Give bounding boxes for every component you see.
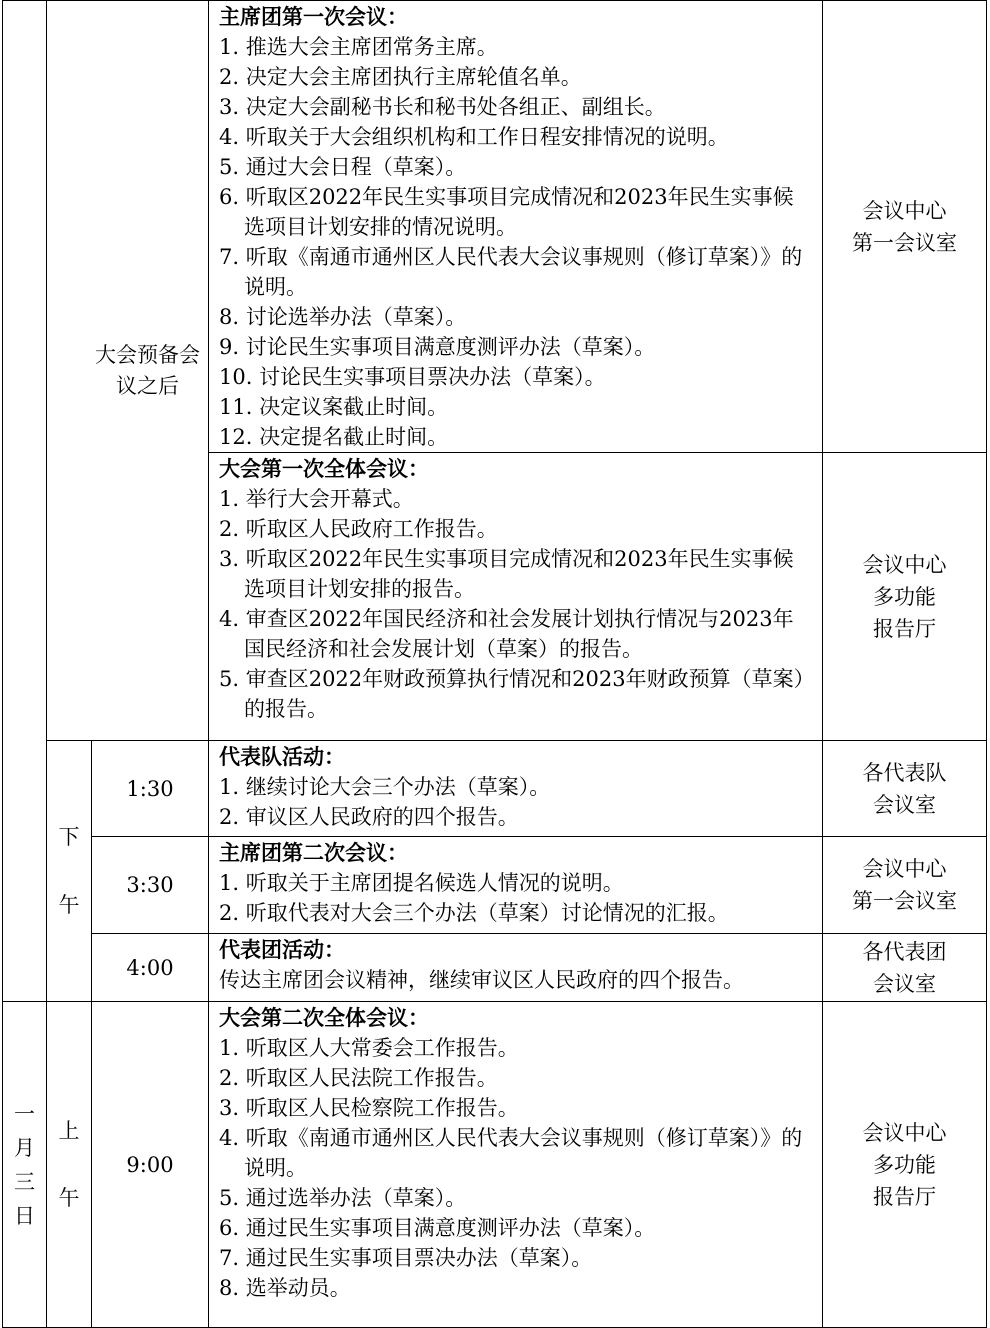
session-title: 大会第二次全体会议： (219, 1005, 429, 1030)
location-cell (823, 741, 987, 837)
agenda-item: 6. 通过民生实事项目满意度测评办法（草案）。 (219, 1216, 656, 1240)
agenda-item: 2. 听取区人民政府工作报告。 (219, 517, 498, 541)
afternoon-char: 午 (58, 893, 80, 917)
morning-char: 午 (58, 1185, 80, 1210)
agenda-item: 3. 听取区人民检察院工作报告。 (219, 1096, 519, 1120)
location-cell (823, 453, 987, 741)
agenda-item: 12. 决定提名截止时间。 (219, 425, 449, 449)
agenda-item: 7. 听取《南通市通州区人民代表大会议事规则（修订草案）》的说明。 (219, 245, 803, 299)
agenda-item: 2. 审议区人民政府的四个报告。 (219, 805, 519, 829)
session-title: 代表队活动： (219, 744, 345, 769)
table-row (3, 1, 987, 453)
location-line: 报告厅 (873, 616, 936, 641)
location-cell (823, 837, 987, 934)
session-title: 代表团活动： (219, 937, 345, 962)
location-line: 多功能 (873, 584, 936, 609)
spacer (47, 1147, 91, 1183)
agenda-item: 1. 继续讨论大会三个办法（草案）。 (219, 775, 551, 799)
date-cell-empty (3, 1, 47, 1002)
time-cell (47, 1, 209, 741)
schedule-table (2, 0, 987, 1328)
location-cell (823, 1002, 987, 1328)
location-line: 会议室 (873, 792, 936, 817)
session-title: 大会第一次全体会议： (219, 456, 429, 481)
agenda-item: 1. 听取关于主席团提名候选人情况的说明。 (219, 871, 624, 895)
agenda-cell (209, 837, 823, 934)
date-char: 三 (14, 1169, 35, 1194)
agenda-item: 2. 决定大会主席团执行主席轮值名单。 (219, 65, 582, 89)
agenda-item: 8. 选举动员。 (219, 1276, 351, 1300)
agenda-item: 6. 听取区2022年民生实事项目完成情况和2023年民生实事候选项目计划安排的情况说明。 (219, 185, 794, 239)
agenda-item: 传达主席团会议精神，继续审议区人民政府的四个报告。 (219, 968, 744, 992)
location-line: 报告厅 (873, 1184, 936, 1209)
agenda-item: 3. 决定大会副秘书长和秘书处各组正、副组长。 (219, 95, 666, 119)
agenda-item: 4. 听取关于大会组织机构和工作日程安排情况的说明。 (219, 125, 729, 149)
time-cell: 9:00 (92, 1002, 209, 1328)
location-cell (823, 1, 987, 453)
location-line: 会议室 (873, 971, 936, 996)
morning-char: 上 (58, 1119, 80, 1144)
location-line: 会议中心 (862, 857, 947, 881)
date-char: 一 (14, 1101, 35, 1126)
agenda-cell (209, 741, 823, 837)
agenda-item: 9. 讨论民生实事项目满意度测评办法（草案）。 (219, 335, 656, 359)
table-row (3, 837, 987, 934)
agenda-item: 8. 讨论选举办法（草案）。 (219, 305, 467, 329)
agenda-cell (209, 934, 823, 1002)
time-label: 大会预备会议之后 (95, 343, 200, 398)
time-cell: 4:00 (92, 934, 209, 1002)
agenda-item: 1. 听取区人大常委会工作报告。 (219, 1036, 519, 1060)
location-line: 多功能 (873, 1152, 936, 1177)
location-line: 会议中心 (862, 552, 947, 577)
agenda-cell (209, 1, 823, 453)
afternoon-cell (47, 741, 92, 1002)
session-title: 主席团第二次会议： (219, 840, 408, 865)
agenda-item: 1. 举行大会开幕式。 (219, 487, 414, 511)
agenda-item: 4. 听取《南通市通州区人民代表大会议事规则（修订草案）》的说明。 (219, 1126, 803, 1180)
location-line: 会议中心 (862, 198, 947, 223)
agenda-item: 11. 决定议案截止时间。 (219, 395, 449, 419)
agenda-item: 2. 听取区人民法院工作报告。 (219, 1066, 498, 1090)
agenda-cell (209, 1002, 823, 1328)
afternoon-char: 下 (58, 824, 80, 849)
morning-cell (47, 1002, 92, 1328)
location-line: 各代表团 (862, 939, 947, 964)
table-row (3, 934, 987, 1002)
location-line: 各代表队 (862, 760, 947, 785)
agenda-item: 5. 审查区2022年财政预算执行情况和2023年财政预算（草案）的报告。 (219, 667, 805, 721)
agenda-item: 10. 讨论民生实事项目票决办法（草案）。 (219, 365, 606, 389)
agenda-item: 4. 审查区2022年国民经济和社会发展计划执行情况与2023年国民经济和社会发展计划（草案）的报告。 (219, 607, 794, 661)
agenda-item: 3. 听取区2022年民生实事项目完成情况和2023年民生实事候选项目计划安排的报告。 (219, 547, 794, 601)
date-char: 月 (14, 1135, 35, 1160)
location-cell (823, 934, 987, 1002)
agenda-item: 2. 听取代表对大会三个办法（草案）讨论情况的汇报。 (219, 901, 729, 925)
agenda-item: 5. 通过大会日程（草案）。 (219, 155, 467, 179)
spacer (47, 852, 91, 890)
location-line: 会议中心 (862, 1120, 947, 1145)
agenda-item: 1. 推选大会主席团常务主席。 (219, 35, 498, 59)
date-cell (3, 1002, 47, 1328)
session-title: 主席团第一次会议： (219, 4, 408, 29)
table-row (3, 1002, 987, 1328)
agenda-cell (209, 453, 823, 741)
location-line: 第一会议室 (852, 230, 957, 255)
location-line: 第一会议室 (852, 889, 957, 913)
time-cell: 3:30 (92, 837, 209, 934)
agenda-item: 5. 通过选举办法（草案）。 (219, 1186, 467, 1210)
table-row (3, 741, 987, 837)
agenda-item: 7. 通过民生实事项目票决办法（草案）。 (219, 1246, 593, 1270)
date-char: 日 (14, 1203, 35, 1228)
time-cell: 1:30 (92, 741, 209, 837)
